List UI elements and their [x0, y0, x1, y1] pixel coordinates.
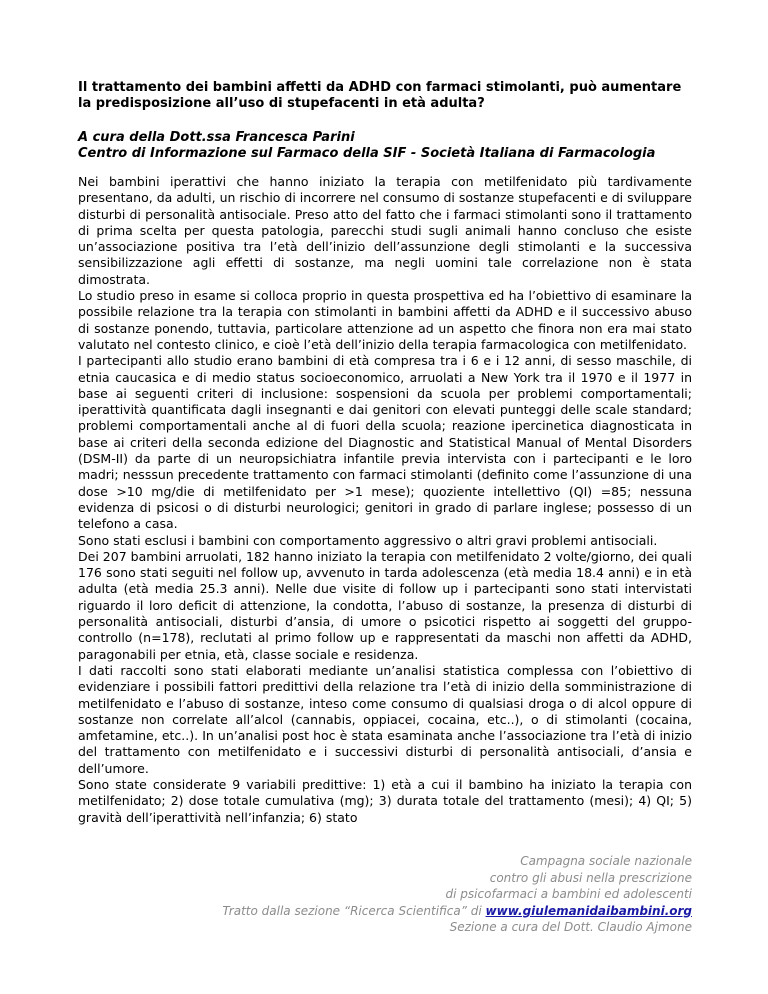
- article-title: Il trattamento dei bambini affetti da ADHD con farmaci stimolanti, può aumentare la predisposizione all’uso di stupefacenti in età adulta?: [78, 80, 682, 111]
- page-footer: [222, 853, 692, 936]
- paragraph: Sono state considerate 9 variabili predittive: 1) età a cui il bambino ha iniziato la terapia con metilfenidato; 2) dose totale cumulativa (mg); 3) durata totale del trattamento (mesi); 4) QI; 5) gravità dell’iperattività nell’infanzia; 6) stato: [78, 776, 692, 825]
- footer-line-campaign: Campagna sociale nazionale: [520, 854, 692, 868]
- paragraph: Nei bambini iperattivi che hanno iniziato la terapia con metilfenidato più tardivamente presentano, da adulti, un rischio di incorrere nel consumo di sostanze stupefacenti e di sviluppare disturbi di personalità antisociale. Preso atto del fatto che i farmaci stimolanti sono il trattamento di prima scelta per questa patologia, parecchi studi sugli animali hanno concluso che esiste un’associazione positiva tra l’età dell’inizio dell’assunzione degli stimolanti e la successiva sensibilizzazione agli effetti di sostanze, ma negli uomini tale correlazione non è stata dimostrata.: [78, 174, 692, 287]
- document-page: [78, 80, 692, 826]
- footer-line-abuse: contro gli abusi nella prescrizione: [489, 870, 692, 885]
- article-body: [78, 174, 692, 826]
- paragraph: I dati raccolti sono stati elaborati mediante un’analisi statistica complessa con l’obiettivo di evidenziare i possibili fattori predittivi della relazione tra l’età di inizio della somministrazione di metilfenidato e l’abuso di sostanze, inteso come consumo di qualsiasi droga o di alcol oppure di sostanze non correlate all’alcol (cannabis, oppiacei, cocaina, etc..), o di stimolanti (cocaina, amfetamine, etc..). In un’analisi post hoc è stata esaminata anche l’associazione tra l’età di inizio del trattamento con metilfenidato e i successivi disturbi di personalità antisociali, d’ansia e dell’umore.: [78, 662, 692, 776]
- footer-line-editor: Sezione a cura del Dott. Claudio Ajmone: [449, 920, 692, 934]
- footer-line-psychodrugs: di psicofarmaci a bambini ed adolescenti: [445, 887, 692, 901]
- author-line: A cura della Dott.ssa Francesca Parini: [78, 130, 355, 145]
- paragraph: I partecipanti allo studio erano bambini di età compresa tra i 6 e i 12 anni, di sesso maschile, di etnia caucasica e di medio status socioeconomico, arruolati a New York tra il 1970 e il 1977 in base ai seguenti criteri di inclusione: sospensioni da scuola per problemi comportamentali; iperattività quantificata dagli insegnanti e dai genitori con elevati punteggi delle scale standard; problemi comportamentali anche al di fuori della scuola; reazione ipercinetica diagnosticata in base ai criteri della seconda edizione del Diagnostic and Statistical Manual of Mental Disorders (DSM-II) da parte di un neuropsichiatra infantile previa intervista con i partecipanti e le loro madri; nesssun precedente trattamento con farmaci stimolanti (definito come l’assunzione di una dose >10 mg/die di metilfenidato per >1 mese); quoziente intellettivo (QI) =85; nessuna evidenza di psicosi o di disturbi neurologici; genitori in grado di parlare inglese; possesso di un telefono a casa.: [78, 353, 692, 532]
- byline: [78, 130, 692, 162]
- paragraph: Sono stati esclusi i bambini con comportamento aggressivo o altri gravi problemi antisociali.: [78, 532, 658, 548]
- website-link[interactable]: www.giulemanidaibambini.org: [485, 903, 692, 918]
- footer-source-prefix: Tratto dalla sezione “Ricerca Scientifica” di: [222, 903, 486, 918]
- paragraph: Lo studio preso in esame si colloca proprio in questa prospettiva ed ha l’obiettivo di esaminare la possibile relazione tra la terapia con stimolanti in bambini affetti da ADHD e il successivo abuso di sostanze ponendo, tuttavia, particolare attenzione ad un aspetto che finora non era mai stato valutato nel contesto clinico, e cioè l’età dell’inizio della terapia farmacologica con metilfenidato.: [78, 288, 692, 352]
- affiliation-line: Centro di Informazione sul Farmaco della SIF - Società Italiana di Farmacologia: [78, 146, 656, 161]
- footer-line-source: [222, 903, 692, 920]
- paragraph: Dei 207 bambini arruolati, 182 hanno iniziato la terapia con metilfenidato 2 volte/giorno, dei quali 176 sono stati seguiti nel follow up, avvenuto in tarda adolescenza (età media 18.4 anni) e in età adulta (età media 25.3 anni). Nelle due visite di follow up i partecipanti sono stati intervistati riguardo il loro deficit di attenzione, la condotta, l’abuso di sostanze, la presenza di disturbi di personalità antisociali, disturbi d’ansia, di umore o psicotici rispetto ai soggetti del gruppo-controllo (n=178), reclutati al primo follow up e rappresentati da maschi non affetti da ADHD, paragonabili per etnia, età, classe sociale e residenza.: [78, 548, 692, 662]
